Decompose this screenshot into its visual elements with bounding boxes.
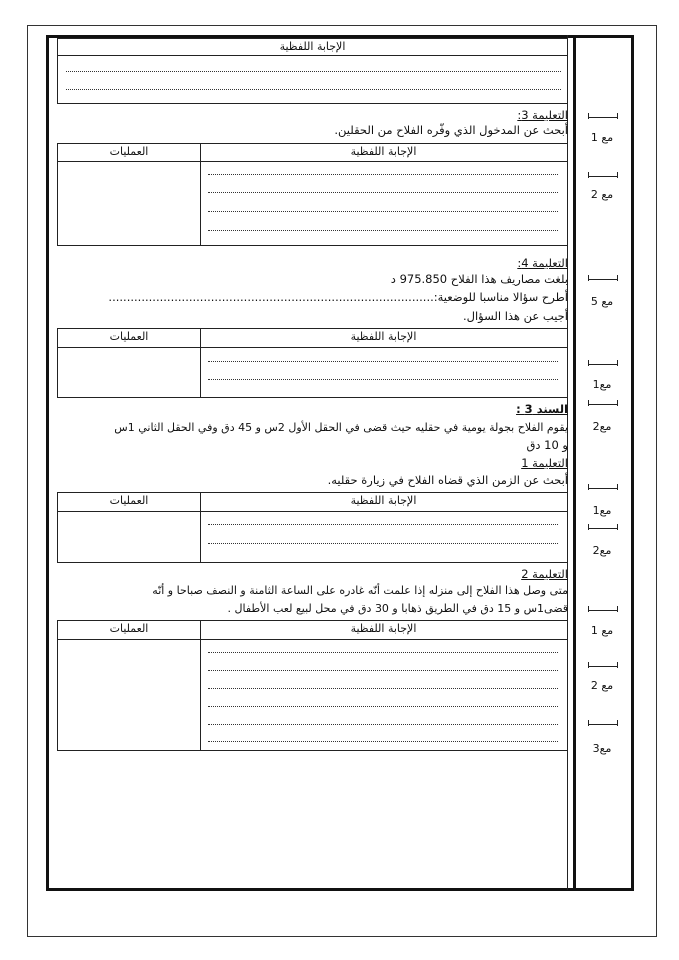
grade-mark[interactable] (580, 484, 624, 520)
grade-mark[interactable] (580, 172, 624, 208)
answer-line[interactable] (208, 724, 558, 725)
answer-line[interactable] (208, 543, 558, 544)
answer-line[interactable] (208, 706, 558, 707)
answer-line[interactable] (208, 524, 558, 525)
grade-label: مع2 (592, 420, 612, 433)
margin-separator (573, 35, 576, 890)
grade-mark[interactable] (580, 360, 624, 396)
operations-header: العمليات (109, 622, 149, 635)
operations-header: العمليات (109, 330, 149, 343)
instruction-2-table (57, 620, 568, 751)
answer-line[interactable] (66, 71, 561, 72)
verbal-answer-header: الإجابة اللفظية (350, 330, 417, 343)
instruction-4-table (57, 328, 568, 398)
instruction-3-title: التعليمة 3: (517, 108, 568, 122)
grade-label: مع3 (592, 742, 612, 755)
instruction-1-table (57, 492, 568, 563)
grade-label: مع2 (592, 544, 612, 557)
instruction-4-line3: أجيب عن هذا السؤال. (462, 309, 568, 323)
instruction-3-text: أبحث عن المدخول الذي وفّره الفلاح من الحقلين. (334, 123, 568, 137)
grade-label: مع 1 (590, 131, 614, 144)
instruction-2-line2: قضى1س و 15 دق في الطريق ذهابا و 30 دق في محل لبيع لعب الأطفال . (227, 602, 568, 615)
grade-label: مع 2 (590, 679, 614, 692)
top-answer-box (57, 38, 568, 104)
answer-line[interactable] (208, 174, 558, 175)
answer-line[interactable] (208, 230, 558, 231)
instruction-4-title: التعليمة 4: (517, 256, 568, 270)
grade-mark[interactable] (580, 662, 624, 698)
top-answer-header: الإجابة اللفظية (279, 40, 346, 53)
instruction-2-title: التعليمة 2 (521, 567, 568, 581)
operations-header: العمليات (109, 494, 149, 507)
instruction-4-line1: بلغت مصاريف هذا الفلاح 975.850 د (390, 272, 568, 286)
instruction-2-line1: متى وصل هذا الفلاح إلى منزله إذا علمت أنّه غادره على الساعة الثامنة و النصف صباحا و أنّه (152, 584, 568, 597)
answer-line[interactable] (208, 379, 558, 380)
verbal-answer-header: الإجابة اللفظية (350, 145, 417, 158)
grade-mark[interactable] (580, 275, 624, 311)
verbal-answer-header: الإجابة اللفظية (350, 622, 417, 635)
support-3-title: السند 3 : (516, 402, 568, 416)
answer-line[interactable] (208, 361, 558, 362)
grade-mark[interactable] (580, 606, 624, 642)
grade-mark[interactable] (580, 113, 624, 149)
grade-label: مع1 (592, 378, 612, 391)
grade-mark[interactable] (580, 400, 624, 436)
grade-label: مع 1 (590, 624, 614, 637)
answer-line[interactable] (208, 652, 558, 653)
answer-line[interactable] (208, 670, 558, 671)
grade-mark[interactable] (580, 720, 624, 760)
verbal-answer-header: الإجابة اللفظية (350, 494, 417, 507)
instruction-1-title: التعليمة 1 (521, 456, 568, 470)
grade-label: مع 2 (590, 188, 614, 201)
answer-line[interactable] (66, 89, 561, 90)
grade-mark[interactable] (580, 524, 624, 560)
answer-line[interactable] (208, 192, 558, 193)
answer-line[interactable] (208, 741, 558, 742)
operations-header: العمليات (109, 145, 149, 158)
grade-label: مع1 (592, 504, 612, 517)
support-3-line1: يقوم الفلاح بجولة يومية في حقليه حيث قضى في الحقل الأول 2س و 45 دق وفي الحقل الثاني 1س (114, 421, 568, 434)
instruction-4-line2: أطرح سؤالا مناسبا للوضعية:......................................................................................... (108, 290, 568, 304)
grade-label: مع 5 (590, 295, 614, 308)
instruction-3-table (57, 143, 568, 246)
support-3-line2: و 10 دق (526, 438, 568, 452)
answer-line[interactable] (208, 688, 558, 689)
answer-line[interactable] (208, 211, 558, 212)
instruction-1-text: أبحث عن الزمن الذي قضاه الفلاح في زيارة حقليه. (327, 473, 568, 487)
